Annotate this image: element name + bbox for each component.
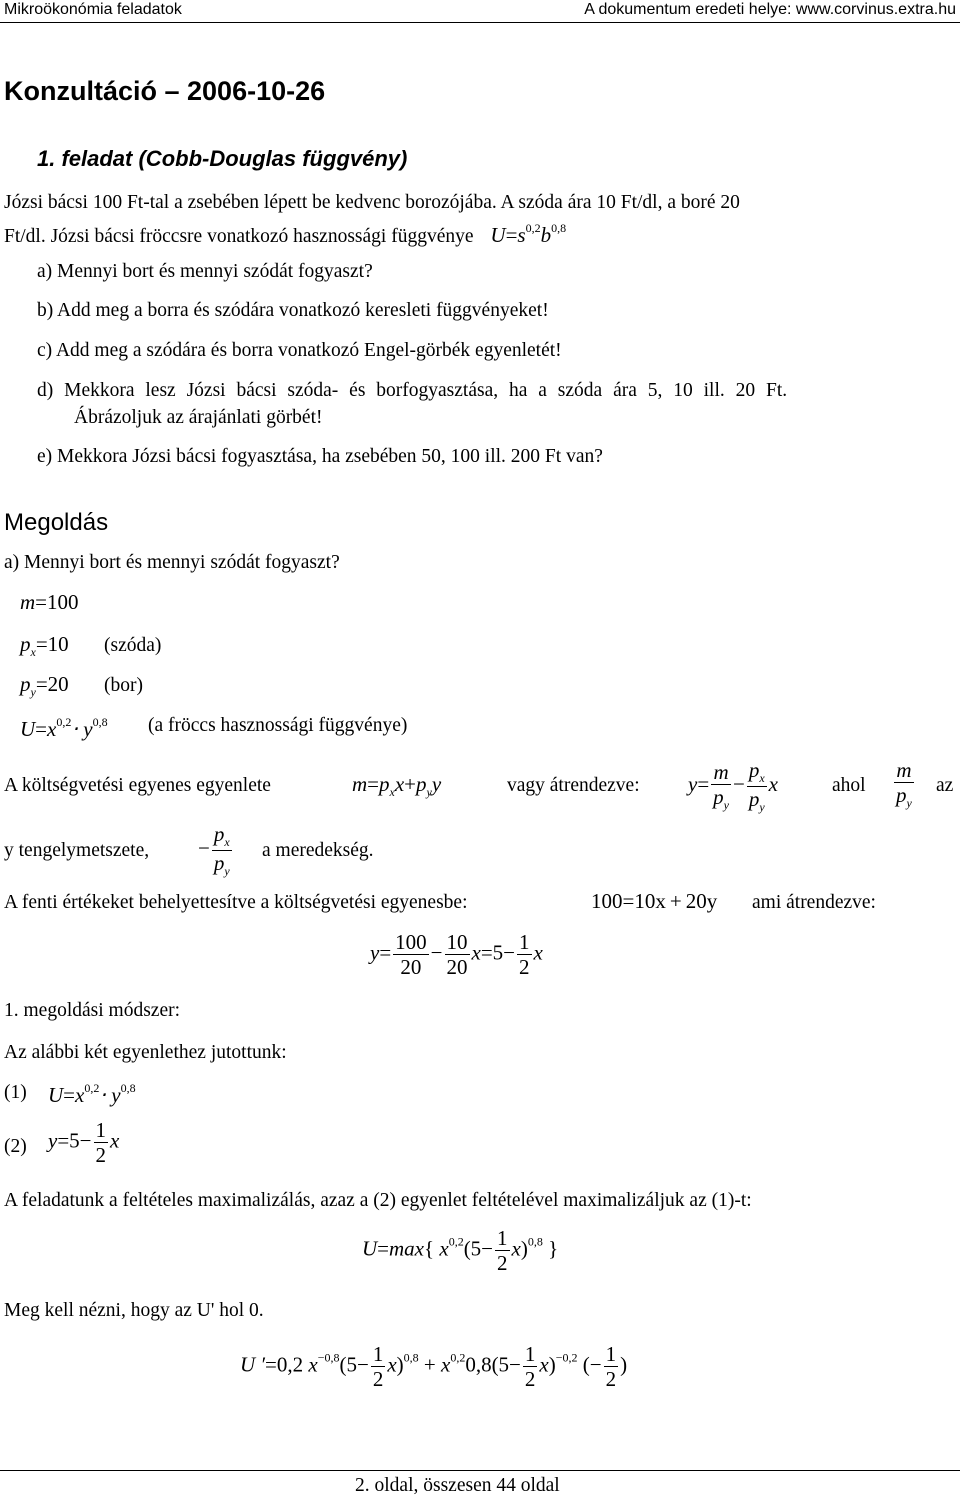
question-b: b) Add meg a borra és szódára vonatkozó keresleti függvényeket! (37, 300, 549, 321)
label-alabbi: Az alábbi két egyenlethez jutottunk: (4, 1042, 287, 1063)
solution-question-a: a) Mennyi bort és mennyi szódát fogyaszt? (4, 552, 340, 573)
label-bor: (bor) (104, 675, 143, 696)
eq-substituted: 100=10x + 20y (591, 889, 718, 913)
eq2-label: (2) (4, 1136, 27, 1157)
eq-px: $p_x=10$ (20, 632, 69, 659)
label-froccs: (a fröccs hasznossági függvénye) (148, 715, 408, 736)
question-e: e) Mekkora Józsi bácsi fogyasztása, ha zsebében 50, 100 ill. 200 Ft van? (37, 446, 603, 467)
label-meg-kell: Meg kell nézni, hogy az U' hol 0. (4, 1300, 264, 1321)
eq-budget-rearranged: y= $\frac{m}{p_y}$ − $\frac{p_x}{p_y}$ x (688, 758, 778, 814)
header-rule (0, 22, 960, 23)
label-y-tengely: y tengelymetszete, (4, 840, 150, 861)
intro-line-2-text: Ft/dl. Józsi bácsi fröccsre vonatkozó hasznossági függvénye (4, 226, 474, 247)
footer-page: 2. oldal, összesen 44 oldal (355, 1475, 560, 1496)
eq1-label: (1) (4, 1082, 27, 1103)
budget-text: A költségvetési egyenes egyenlete (4, 775, 271, 796)
question-c: c) Add meg a szódára és borra vonatkozó Engel-görbék egyenletét! (37, 340, 562, 361)
task-heading: 1. feladat (Cobb-Douglas függvény) (37, 146, 408, 171)
eq-derivative: U ′=0,2 $x^{-0,8}(5-$ $\frac{1}{2}$ $x)^{0,8} + x^{0,2}0,8(5-$ $\frac{1}{2}$ x)$^{-0,2}$ (− $\frac{1}{2}$ ) (240, 1342, 628, 1392)
label-fenti: A fenti értékeket behelyettesítve a költségvetési egyenesbe: (4, 892, 468, 913)
eq-y-solved: y= $\frac{100}{20}$ − $\frac{10}{20}$ x=5− $\frac{1}{2}$ x (370, 930, 543, 980)
frac-slope: − $\frac{p_x}{p_y}$ (198, 822, 230, 878)
solution-heading: Megoldás (4, 509, 109, 536)
question-d-line2: Ábrázoljuk az árajánlati görbét! (74, 407, 323, 428)
footer-rule (0, 1470, 960, 1471)
header-right: A dokumentum eredeti helye: www.corvinus.extra.hu (584, 1, 956, 18)
eq-max: U=max{ $x^{0,2}(5-$ $\frac{1}{2}$ x)$^{0,8}$ } (362, 1226, 559, 1276)
eq-budget: $m=p_xx+p_yy$ (352, 772, 442, 799)
eq1: $U=x^{0,2}\cdot y^{0,8}$ (48, 1081, 136, 1107)
utility-formula: $U=s^{0,2}b^{0,8}$ (490, 221, 567, 247)
label-szoda: (szóda) (104, 635, 162, 656)
label-az: az (936, 775, 954, 796)
header-left: Mikroökonómia feladatok (4, 1, 182, 18)
question-a: a) Mennyi bort és mennyi szódát fogyaszt? (37, 261, 373, 282)
label-vagy: vagy átrendezve: (507, 775, 640, 796)
intro-line-1: Józsi bácsi 100 Ft-tal a zsebében lépett be kedvenc borozójába. A szóda ára 10 Ft/dl, a boré 20 (4, 192, 740, 213)
eq2: y=5− $\frac{1}{2}$ x (48, 1118, 120, 1168)
eq-py: $p_y=20$ (20, 672, 69, 699)
label-ami: ami átrendezve: (752, 892, 876, 913)
question-d-line1: d) Mekkora lesz Józsi bácsi szóda- és borfogyasztása, ha a szóda ára 5, 10 ill. 20 Ft. (37, 380, 788, 401)
intro-line-2 (4, 222, 566, 247)
eq-utility: $U=x^{0,2}\cdot y^{0,8}$ (20, 715, 108, 741)
eq-m: m=100 (20, 590, 79, 614)
label-feladatunk: A feladatunk a feltételes maximalizálás, azaz a (2) egyenlet feltételével maximalizáljuk az (1)-t: (4, 1190, 752, 1211)
frac-m-py: $\frac{m}{p_y}$ (896, 758, 912, 811)
page-title: Konzultáció – 2006-10-26 (4, 76, 326, 106)
label-ahol: ahol (832, 775, 866, 796)
method-heading: 1. megoldási módszer: (4, 1000, 181, 1021)
label-meredekseg: a meredekség. (262, 840, 374, 861)
